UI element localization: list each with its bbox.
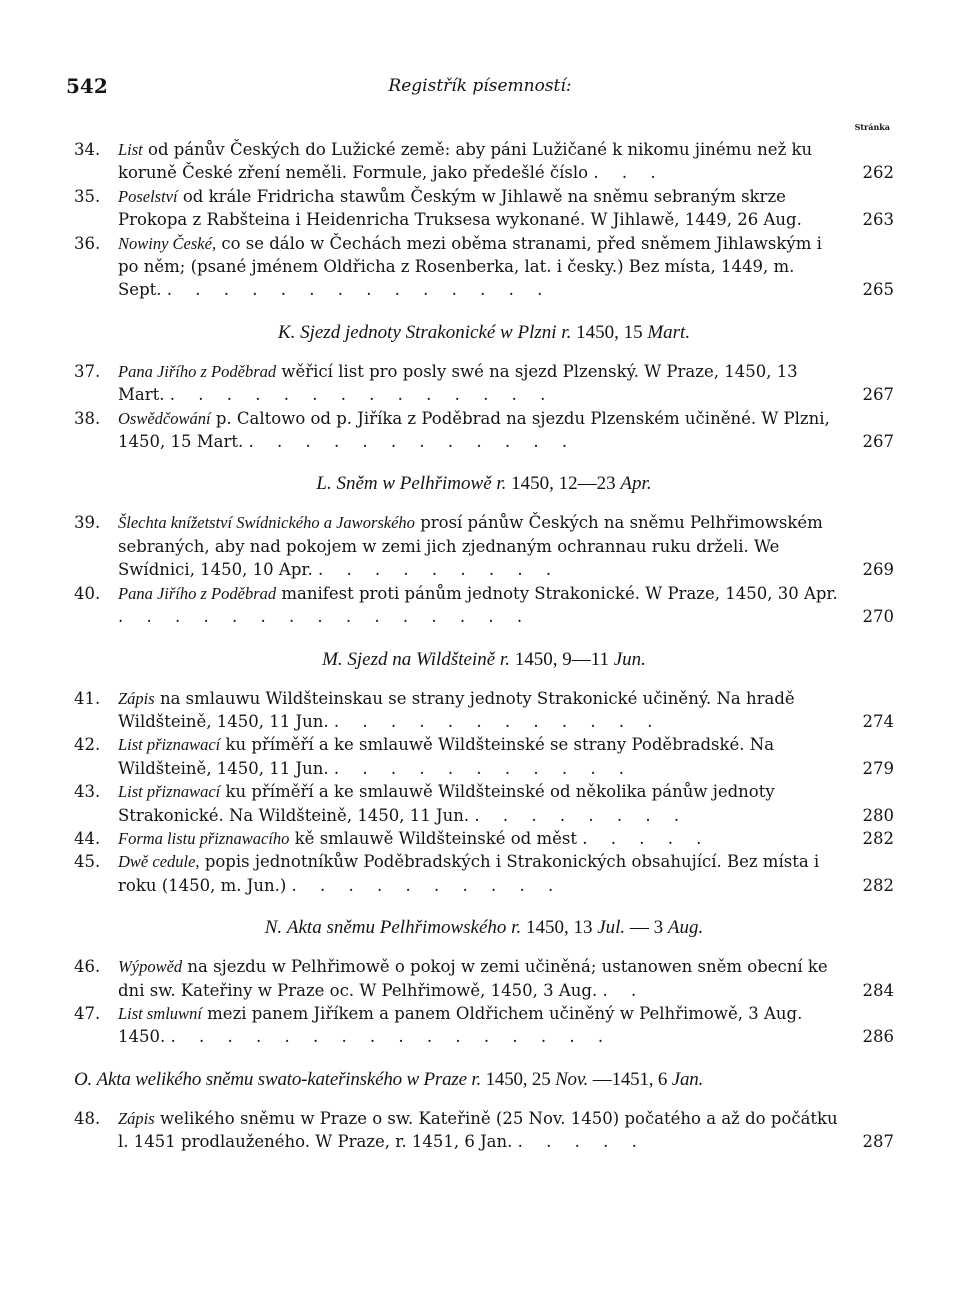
entry-text: p. Caltowo od p. Jiříka z Poděbrad na sjezdu Plzenském učiněné. W Plzni, 1450, 15 Mart. <box>118 408 830 452</box>
register-entry <box>74 1107 894 1154</box>
entry-lead: Wýpowěd <box>118 957 183 977</box>
entry-leader-dots: . . . . . . . . . . . . . . <box>169 385 555 405</box>
entry-lead: Pana Jiřího z Poděbrad <box>118 583 277 603</box>
register-entry <box>74 232 894 302</box>
register-entry <box>74 1002 894 1049</box>
entry-leader-dots: . . . . . <box>582 828 711 848</box>
page-number: 542 <box>66 74 108 98</box>
entry-lead: Forma listu přiznawacího <box>118 828 290 848</box>
running-title: Registřík písemností: <box>388 76 572 96</box>
entry-lead: Zápis <box>118 688 155 708</box>
entry-text: od pánův Českých do Lužické země: aby páni Lužičané k nikomu jinému než ku koruně České zření neměli. Formule, jako předešlé číslo <box>118 140 813 183</box>
entry-text: welikého sněmu w Praze o sw. Kateřině (25 Nov. 1450) počatého a až do počátku l. 1451 prodlauženého. W Praze, r. 1451, 6 Jan. <box>118 1108 838 1152</box>
entry-lead: List přiznawací <box>118 782 221 802</box>
register-entry <box>74 511 894 581</box>
entry-text: manifest proti pánům jednoty Strakonické. W Praze, 1450, 30 Apr. <box>281 583 838 603</box>
entry-number: 44. <box>74 828 101 848</box>
entry-number: 38. <box>74 408 101 428</box>
register-entry <box>74 360 894 407</box>
entry-lead: Nowiny České, <box>118 233 217 253</box>
entry-leader-dots: . . . <box>593 163 665 183</box>
entry-number: 45. <box>74 852 101 872</box>
entry-text: ku příměří a ke smlauwě Wildšteinské se strany Poděbradské. Na Wildšteině, 1450, 11 Jun. <box>118 735 775 778</box>
entry-number: 41. <box>74 688 101 708</box>
entry-number: 43. <box>74 782 101 802</box>
entry-leader-dots: . . . . . . . . . . . . . . . <box>118 607 532 627</box>
entry-text: popis jednotníkůw Poděbradských i Strakonických obsahující. Bez místa i roku (1450, m. Jun.) <box>118 852 820 895</box>
entry-text: od krále Fridricha stawům Českým w Jihlawě na sněmu sebraným skrze Prokopa z Rabšteina i Heidenricha Truksesa wykonané. W Jihlawě, 1449, 26 Aug. <box>118 186 802 230</box>
entry-number: 40. <box>74 583 101 603</box>
page-header <box>66 74 894 104</box>
entry-page-number: 262 <box>862 163 894 183</box>
entry-page-number: 286 <box>862 1027 894 1047</box>
entry-leader-dots: . . . . . <box>517 1132 646 1152</box>
entry-leader-dots: . . . . . . . . . . . <box>333 758 634 778</box>
entry-page-number: 287 <box>862 1132 894 1152</box>
entry-page-number: 282 <box>862 828 894 848</box>
entry-page-number: 269 <box>862 560 894 580</box>
register-entry <box>74 827 894 850</box>
entry-page-number: 280 <box>862 805 894 825</box>
entry-group-l <box>74 511 894 628</box>
entry-number: 47. <box>74 1003 101 1023</box>
entry-leader-dots: . . . . . . . . . . . . . . . . <box>170 1027 613 1047</box>
entry-lead: Šlechta knížetství Swídnického a Jaworského <box>118 513 415 533</box>
entry-text: kě smlauwě Wildšteinské od měst <box>294 828 577 848</box>
entry-number: 46. <box>74 957 101 977</box>
section-heading-n: N. Akta sněmu Pelhřimowského r. 1450, 13 Jul. — 3 Aug. <box>264 917 704 939</box>
entry-lead: Oswědčowání <box>118 408 211 428</box>
entry-text: na sjezdu w Pelhřimowě o pokoj w zemi učiněná; ustanowen sněm obecní ke dni sw. Kateřiny w Praze oc. W Pelhřimowě, 1450, 3 Aug. <box>118 957 828 1000</box>
entry-leader-dots: . . . . . . . . . <box>317 560 561 580</box>
entry-lead: List smluwní <box>118 1003 202 1023</box>
entry-leader-dots: . . <box>602 980 646 1000</box>
entry-text: na smlauwu Wildšteinskau se strany jednoty Strakonické učiněný. Na hradě Wildšteině, 1450, 11 Jun. <box>118 688 795 731</box>
entry-page-number: 284 <box>862 980 894 1000</box>
entry-page-number: 265 <box>862 280 894 300</box>
section-heading-l: L. Sněm w Pelhřimowě r. 1450, 12—23 Apr. <box>316 473 652 495</box>
register-entry <box>74 185 894 232</box>
entry-page-number: 282 <box>862 875 894 895</box>
section-heading-m: M. Sjezd na Wildšteině r. 1450, 9—11 Jun. <box>322 648 646 670</box>
register-content <box>74 138 894 1154</box>
entry-lead: Poselství <box>118 186 178 206</box>
entry-leader-dots: . . . . . . . . . . . . . . <box>166 280 552 300</box>
register-entry <box>74 582 894 629</box>
page-column-label: Stránka <box>854 122 890 132</box>
entry-text: co se dálo w Čechách mezi oběma stranami, před sněmem Jihlawským i po něm; (psané jménem Oldřicha z Rosenberka, lat. i česky.) Bez místa, 1449, m. Sept. <box>118 233 822 300</box>
entry-number: 36. <box>74 233 101 253</box>
entry-text: ku příměří a ke smlauwě Wildšteinské od několika pánůw jednoty Strakonické. Na Wildšteině, 1450, 11 Jun. <box>118 782 775 825</box>
entry-group-a <box>74 138 894 302</box>
entry-lead: List <box>118 140 143 159</box>
entry-group-o <box>74 1107 894 1154</box>
entry-number: 35. <box>74 186 101 206</box>
register-entry <box>74 687 894 734</box>
register-entry <box>74 850 894 897</box>
entry-page-number: 279 <box>862 758 894 778</box>
entry-group-n <box>74 955 894 1049</box>
entry-page-number: 267 <box>862 432 894 452</box>
entry-lead: Dwě cedule, <box>118 852 200 872</box>
register-entry <box>74 407 894 454</box>
entry-leader-dots: . . . . . . . . . . . . <box>333 711 662 731</box>
entry-number: 37. <box>74 361 101 381</box>
entry-text: prosí pánůw Českých na sněmu Pelhřimowském sebraných, aby nad pokojem w zemi jich zjednaným ochrannau ruku drželi. We Swídnici, 1450, 10 Apr. <box>118 513 823 580</box>
entry-text: wěřicí list pro posly swé na sjezd Plzenský. W Praze, 1450, 13 Mart. <box>118 361 798 405</box>
register-entry <box>74 138 894 185</box>
entry-number: 48. <box>74 1108 101 1128</box>
entry-group-m <box>74 687 894 898</box>
entry-number: 34. <box>74 140 101 159</box>
entry-leader-dots: . . . . . . . . <box>474 805 689 825</box>
entry-group-k <box>74 360 894 454</box>
entry-number: 39. <box>74 513 101 533</box>
entry-lead: Pana Jiřího z Poděbrad <box>118 361 277 381</box>
register-entry <box>74 733 894 780</box>
entry-leader-dots: . . . . . . . . . . <box>291 875 563 895</box>
entry-page-number: 274 <box>862 711 894 731</box>
entry-number: 42. <box>74 735 101 755</box>
entry-text: mezi panem Jiříkem a panem Oldřichem učiněný w Pelhřimowě, 3 Aug. 1450. <box>118 1003 803 1047</box>
entry-page-number: 263 <box>862 210 894 230</box>
entry-leader-dots: . . . . . . . . . . . . <box>248 432 577 452</box>
entry-page-number: 270 <box>862 607 894 627</box>
entry-lead: Zápis <box>118 1108 155 1128</box>
section-heading-o: O. Akta welikého sněmu swato-kateřinského w Praze r. 1450, 25 Nov. —1451, 6 Jan. <box>74 1068 704 1090</box>
entry-page-number: 267 <box>862 385 894 405</box>
register-entry <box>74 955 894 1002</box>
section-heading-k: K. Sjezd jednoty Strakonické w Plzni r. 1450, 15 Mart. <box>277 321 691 343</box>
register-entry <box>74 780 894 827</box>
entry-lead: List přiznawací <box>118 735 221 755</box>
